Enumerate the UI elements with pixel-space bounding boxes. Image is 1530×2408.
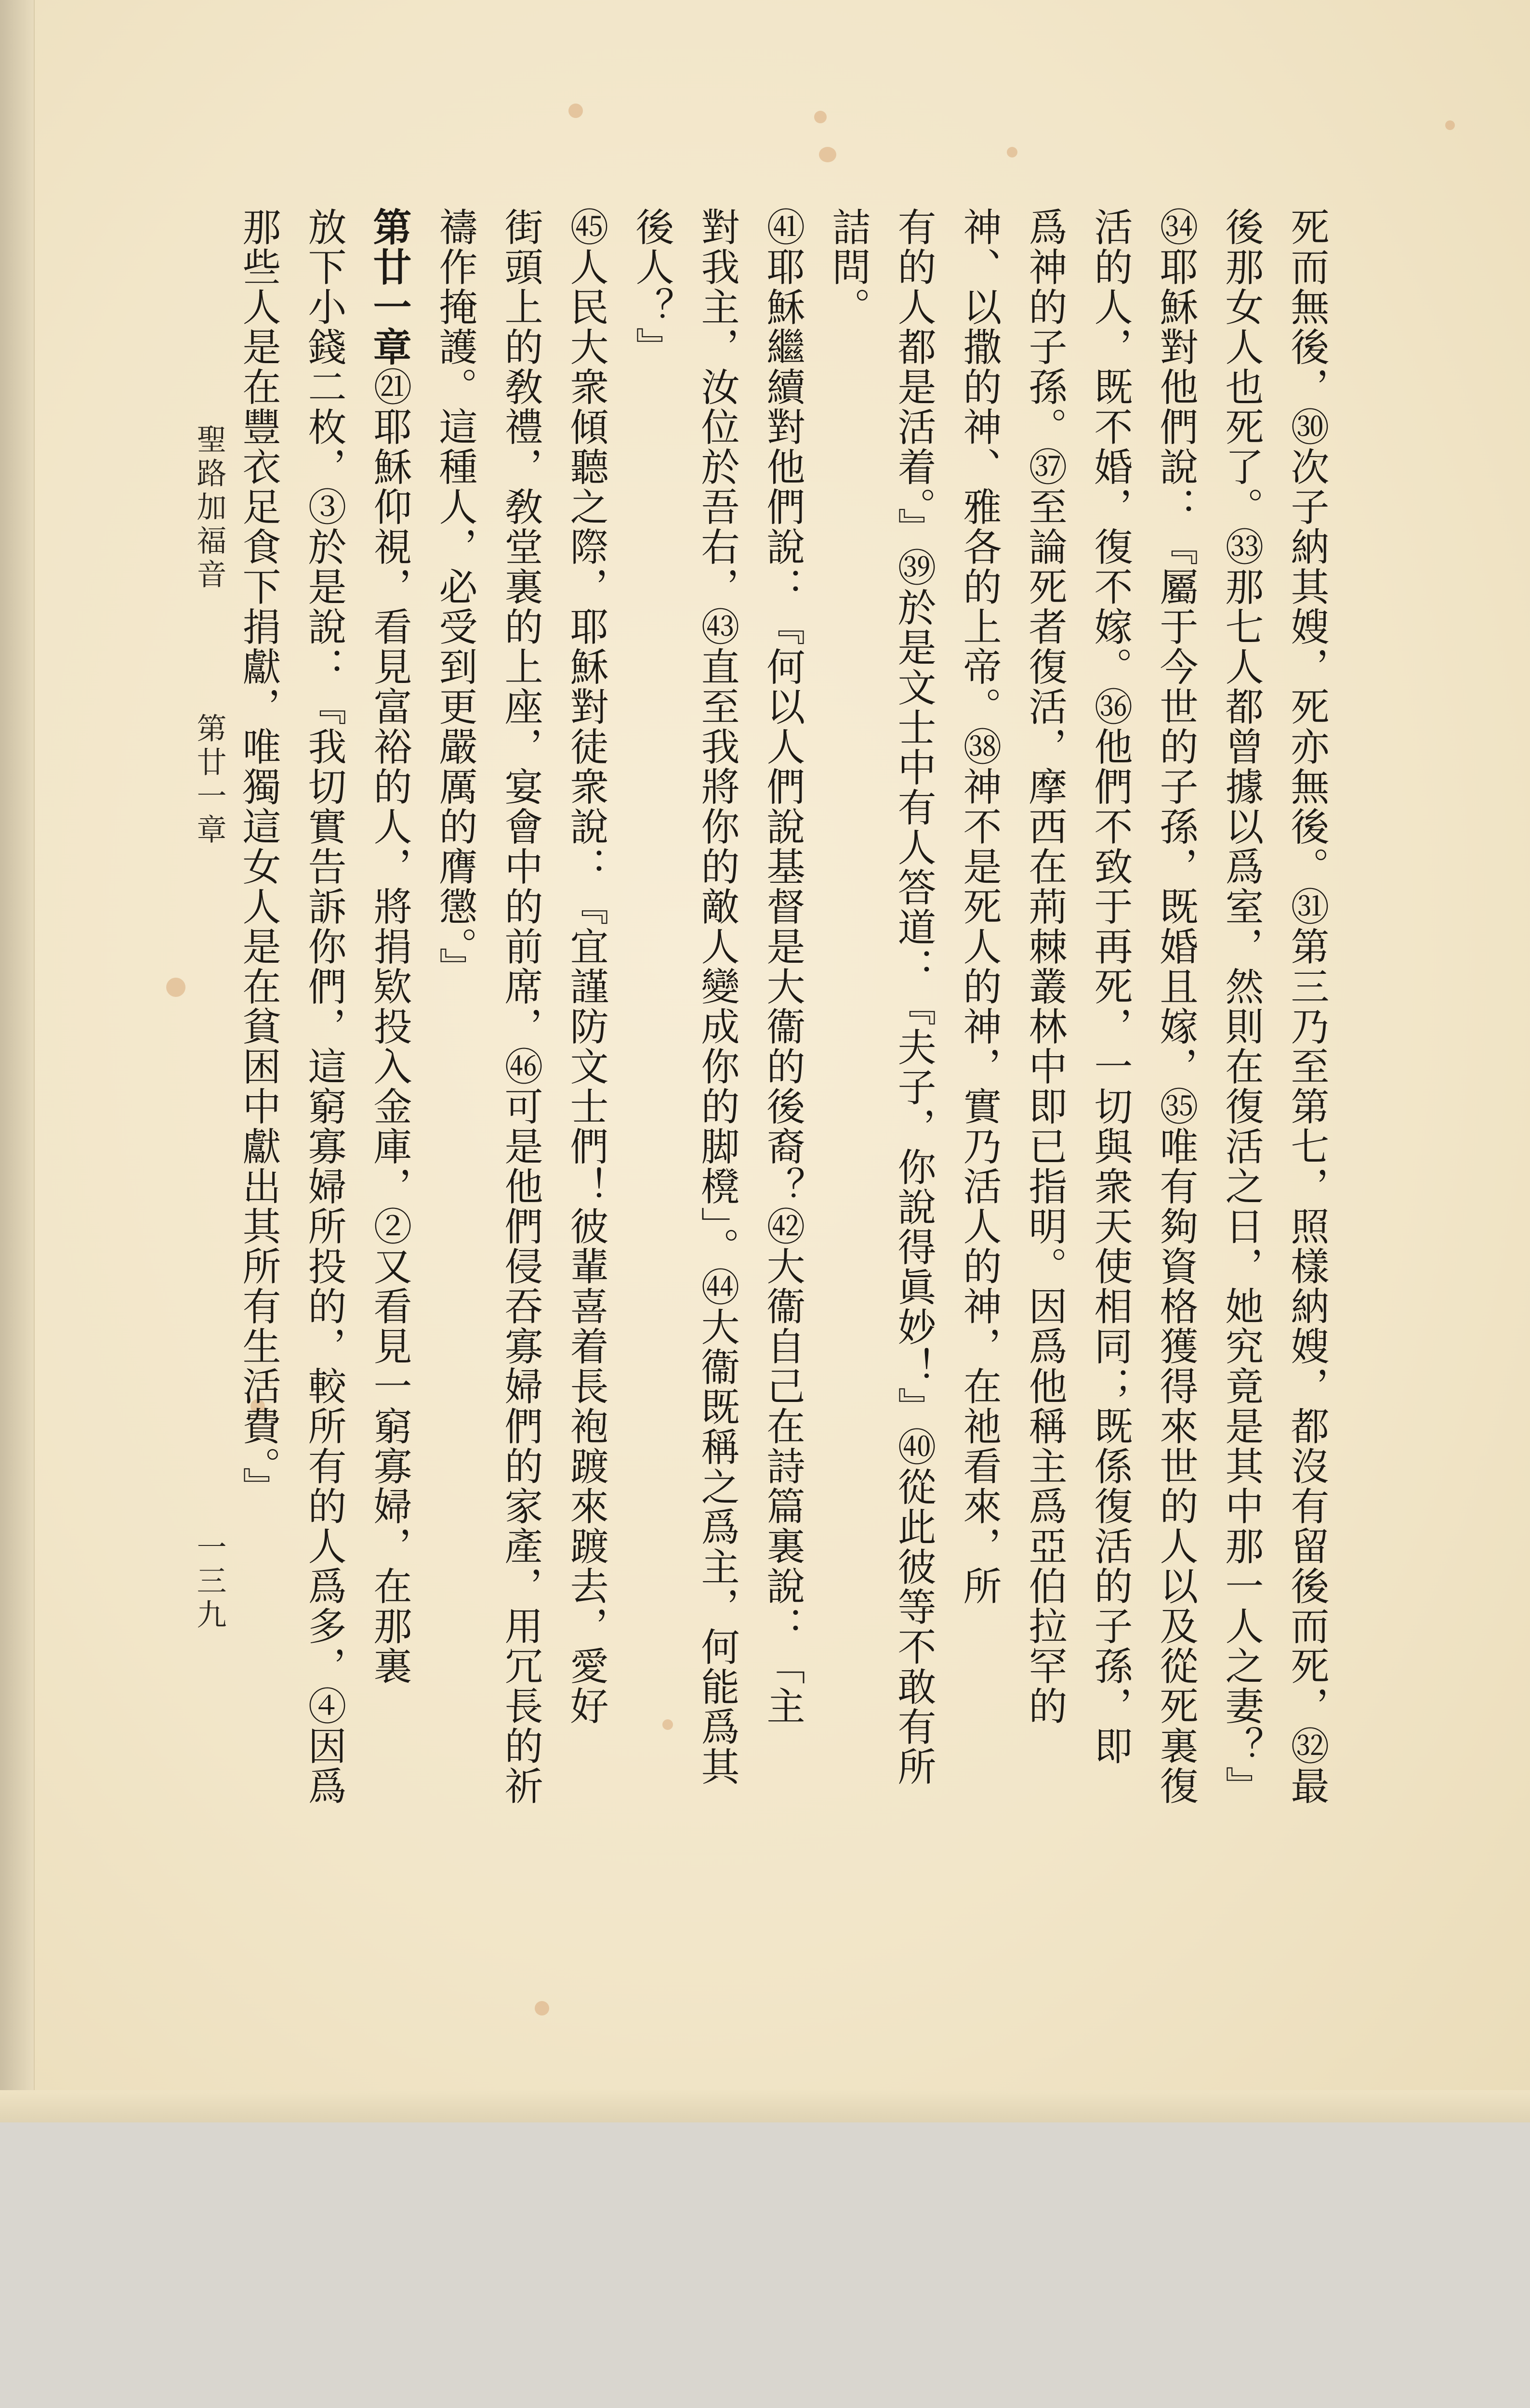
text-column: ㊶耶穌繼續對他們說：『何以人們說基督是大衞的後裔？㊷大衞自己在詩篇裏說：「主 <box>760 207 805 1726</box>
text-column: 禱作掩護。這種人，必受到更嚴厲的膺懲。』 <box>433 207 477 987</box>
foxing-spot <box>1007 147 1017 157</box>
page-number: 一三九 <box>192 1531 227 1633</box>
text-column: 活的人，既不婚，復不嫁。㊱他們不致于再死，一切與衆天使相同；既係復活的子孫，即 <box>1088 207 1133 1766</box>
chapter-first-line: ㉑耶穌仰視，看見富裕的人，將捐欵投入金庫，②又看見一窮寡婦，在那裏 <box>367 367 412 1686</box>
text-column: 神、以撒的神、雅各的上帝。㊳神不是死人的神，實乃活人的神，在祂看來，所 <box>957 207 1002 1606</box>
chapter-heading: 第廿一章 <box>367 207 412 367</box>
text-column: 放下小錢二枚，③於是說：『我切實告訴你們，這窮寡婦所投的，較所有的人爲多，④因爲 <box>302 207 346 1806</box>
text-column: 那些人是在豐衣足食下捐獻，唯獨這女人是在貧困中獻出其所有生活費。』 <box>236 207 281 1507</box>
text-column: 詰問。 <box>826 207 871 327</box>
text-column: ㉞耶穌對他們說：『屬于今世的子孫，既婚且嫁，㉟唯有夠資格獲得來世的人以及從死裏復 <box>1153 207 1198 1806</box>
text-column: 街頭上的敎禮，敎堂裏的上座，宴會中的前席，㊻可是他們侵吞寡婦們的家產，用冗長的祈 <box>498 207 543 1806</box>
foxing-spot <box>1445 120 1455 130</box>
text-column: ㊺人民大衆傾聽之際，耶穌對徒衆說：『宜謹防文士們！彼輩喜着長袍踱來踱去，愛好 <box>564 207 608 1726</box>
foxing-spot <box>568 104 583 118</box>
text-column: 死而無後，㉚次子納其嫂，死亦無後。㉛第三乃至第七，照樣納嫂，都沒有留後而死，㉜最 <box>1284 207 1329 1806</box>
text-column: 有的人都是活着。』㊴於是文士中有人答道：『夫子，你說得眞妙！』㊵從此彼等不敢有所 <box>891 207 936 1787</box>
text-column: 對我主，汝位於吾右，㊸直至我將你的敵人變成你的脚櫈」。㊹大衞既稱之爲主，何能爲其 <box>695 207 739 1787</box>
foxing-spot <box>814 111 827 123</box>
foxing-spot <box>535 2001 549 2015</box>
running-footer-book-title: 聖路加福音 <box>192 424 227 592</box>
chapter-column <box>356 207 422 1686</box>
foxing-spot <box>819 147 836 162</box>
text-column: 後那女人也死了。㉝那七人都曾據以爲室，然則在復活之日，她究竟是其中那一人之妻？』 <box>1219 207 1264 1806</box>
page-binding-edge <box>0 0 35 2122</box>
scripture-text <box>236 207 1339 1806</box>
running-footer-chapter: 第廿一章 <box>192 713 227 848</box>
text-column: 後人？』 <box>629 207 674 367</box>
foxing-spot <box>662 1719 673 1730</box>
text-column: 爲神的子孫。㊲至論死者復活，摩西在荊棘叢林中即已指明。因爲他稱主爲亞伯拉罕的 <box>1022 207 1067 1726</box>
foxing-spot <box>166 978 185 997</box>
